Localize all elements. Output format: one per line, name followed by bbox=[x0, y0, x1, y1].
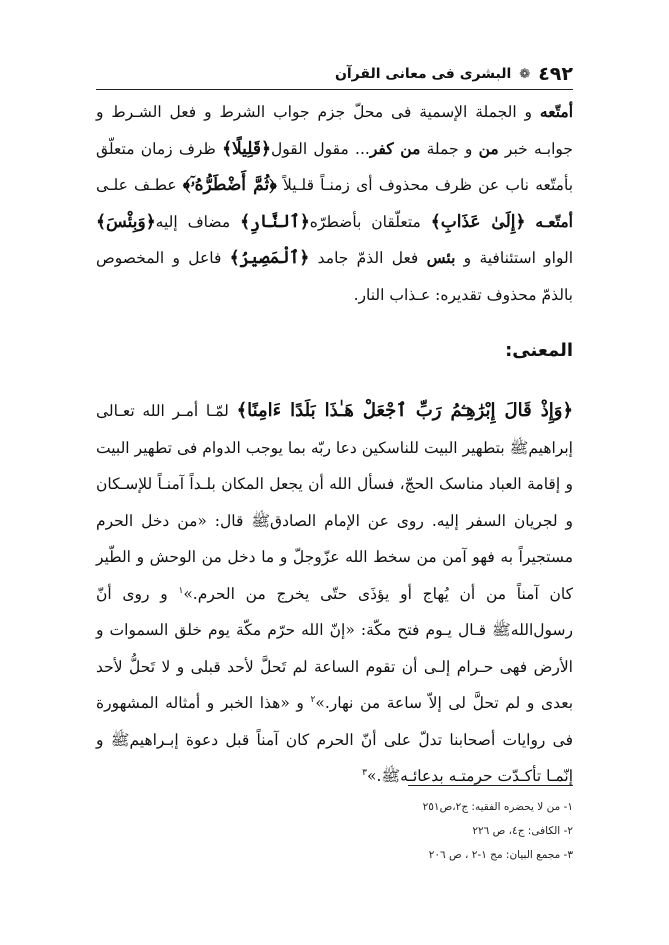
running-header bbox=[96, 62, 573, 86]
quran-phrase: ﴿قَلِیلًا﴾ bbox=[222, 138, 272, 159]
text-run: ظرف زمان متعلّق بأمتّعه ناب عن ظرف محذوف أی زمنـاً قلـیلاً bbox=[96, 139, 574, 194]
footnote-ref[interactable]: ١ bbox=[178, 585, 184, 596]
footnote-ref[interactable]: ٣ bbox=[362, 767, 367, 778]
text-run: الواو استئنافیة و bbox=[455, 249, 574, 267]
text-run: فاعل و المخصوص بالذمّ محذوف تقدیره: عـذاب النار. bbox=[96, 249, 573, 304]
footnote-1: ١- من لا یحضره الفقیه: ج٢،ص٢٥١ bbox=[422, 801, 573, 813]
text-run: فعل الذمّ جامد bbox=[309, 249, 427, 267]
text-run: متعلّقان بأضطرّه bbox=[309, 212, 431, 231]
page-number: ٤٩٢ bbox=[538, 63, 573, 85]
bold-term: أمتّعـه bbox=[535, 211, 573, 231]
grammar-paragraph bbox=[96, 94, 573, 313]
quran-phrase: ﴿وَبِئْسَ﴾ bbox=[96, 211, 156, 232]
bold-term: من bbox=[478, 138, 499, 158]
quran-phrase: ﴿ٱلْمَصِیرُ﴾ bbox=[229, 248, 310, 268]
text-run: مضاف إلیه bbox=[155, 212, 241, 231]
text-run bbox=[525, 213, 535, 231]
text-run: و جملة bbox=[420, 139, 479, 158]
quran-verse: ﴿وَإِذْ قَالَ إِبْرَٰهِـۧمُ رَبِّ ٱجْعَلْ هَـٰذَا بَلَدًا ءَامِنًا﴾ bbox=[236, 400, 573, 421]
footnote-rule bbox=[408, 785, 573, 786]
quran-phrase: ﴿إِلَىٰ عَذَابِ﴾ bbox=[430, 211, 526, 232]
footnotes bbox=[96, 795, 573, 867]
footnote-2: ٢- الکافی: ج٤، ص ٢٢٦ bbox=[472, 825, 573, 837]
meaning-paragraph bbox=[96, 393, 573, 795]
text-run: و «هذا الخبر و أمثاله المشهورة فی روایات أصحابنا تدلّ علی أنّ الحرم کان آمناً قبل دعوة إبـراهیمﷺ و إنّمـا تأکـدّت حرمتـه بدعائـهﷺ.» bbox=[96, 694, 573, 785]
quran-phrase: ﴿ثُمَّ أَضْطَرُّهُۥٓ﴾ bbox=[182, 175, 277, 195]
bold-term: بئس bbox=[426, 248, 456, 267]
bold-term: من کفر bbox=[369, 138, 421, 158]
footnote-3: ٣- مجمع البیان: مج ١-٢ ، ص ٢٠٦ bbox=[428, 849, 573, 861]
text-run: و روی أنّ رسول‌اللهﷺ قـال یـوم فتح مکّة: «إنّ الله حرّم مکّة یوم خلق السموات و الأرض فهی حـرام إلـی أن تقوم الساعة لم تَحلَّ لأحد قبلی و لا تَحلُّ لأحد بعدی و لم تحلَّ لی إلاّ ساعة من نهار.» bbox=[96, 584, 574, 712]
quran-phrase: ﴿ٱلنَّارِ﴾ bbox=[240, 211, 310, 232]
footnote-ref[interactable]: ٢ bbox=[310, 694, 316, 705]
text-run: عطـف علـی bbox=[96, 176, 183, 194]
text-run: ... مقول القول bbox=[271, 139, 370, 158]
header-rule bbox=[96, 89, 573, 90]
bold-term: أمتّعه bbox=[539, 102, 573, 121]
flower-ornament-icon: ❁ bbox=[519, 66, 531, 82]
running-title: البشری فی معانی القرآن bbox=[334, 66, 512, 82]
section-heading: المعنی: bbox=[505, 340, 573, 361]
text-run: لمّـا أمـر الله تعـالی إبراهیمﷺ بتطهیر البیت للناسکین دعا ربّه بما یوجب الدوام فی تطهیر البیت و إقامة العباد مناسک الحجّ، فسأل الله أن یجعل المکان بلـداً آمنـاً للإسـکان و لجریان السفر إلیه. روی عن الإمام الصادقﷺ قال: «من دخل الحرم مستجیراً به فهو آمن من سخط الله عزّوجلّ و ما دخل من الوحش و الطّیر کان آمناً من أن یُهاج أو یؤذَی حتّی یخرج من الحرم.» bbox=[96, 402, 574, 603]
text-run: و الجملة الإسمیة فی محلّ جزم جواب الشرط و فعل الشـرط و جوابـه خبر bbox=[96, 103, 574, 158]
